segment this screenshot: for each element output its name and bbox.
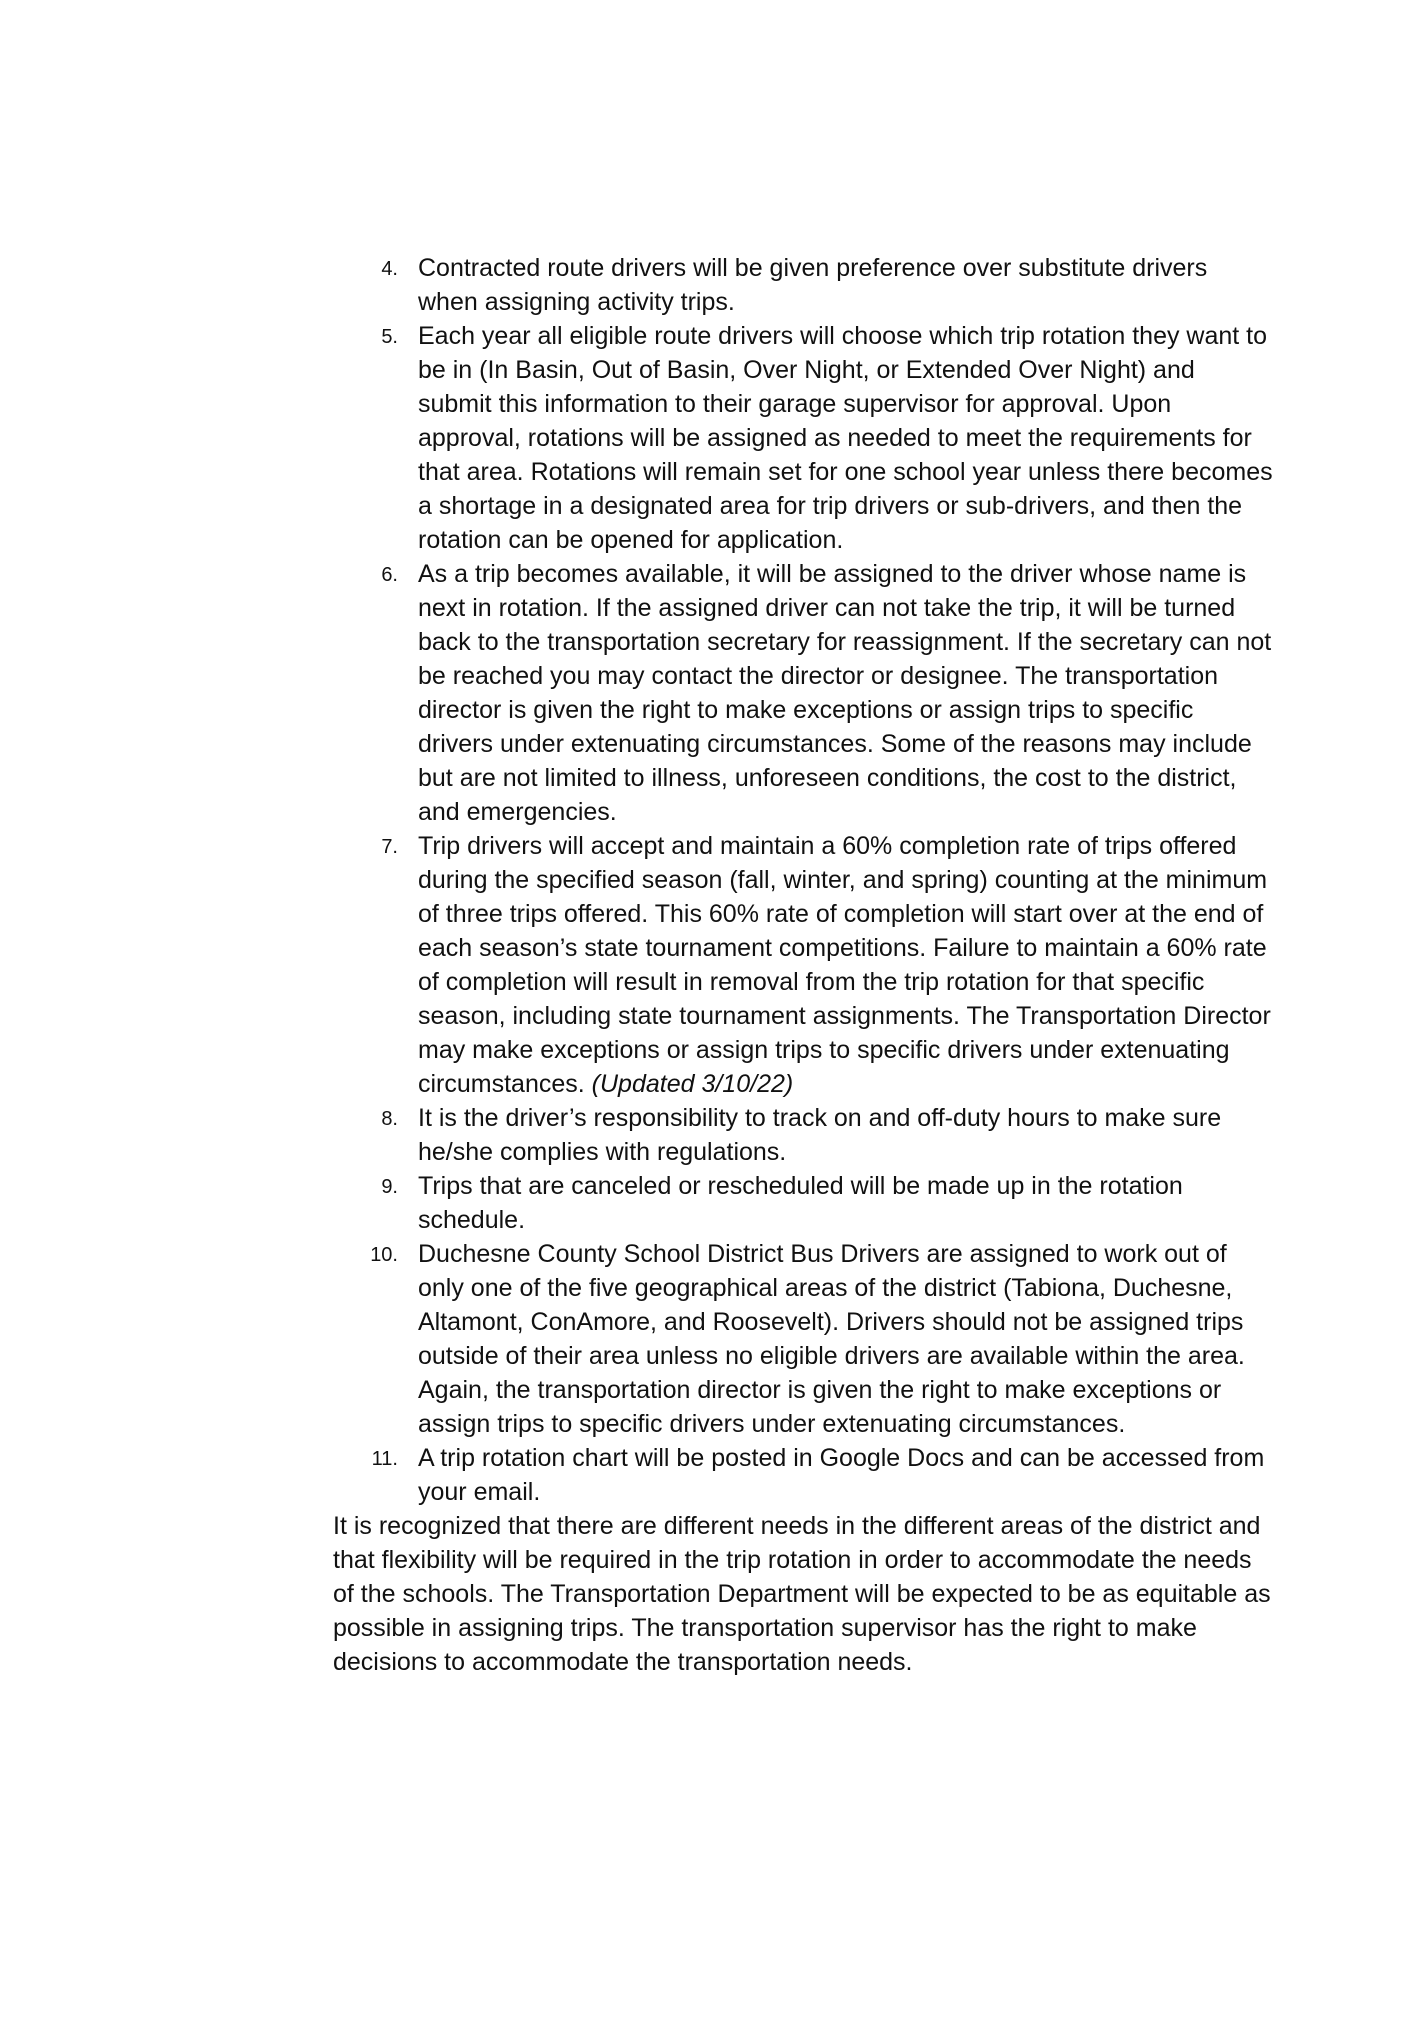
list-item-number: 8.: [381, 1108, 398, 1130]
list-item: [333, 1101, 1273, 1169]
list-item-text: It is the driver’s responsibility to track on and off-duty hours to make sure he/she complies with regulations.: [418, 1104, 1222, 1166]
list-item-number: 5.: [381, 326, 398, 348]
list-item-text: Each year all eligible route drivers will choose which trip rotation they want to be in (In Basin, Out of Basin, Over Night, or Extended Over Night) and submit this information to their garage supervisor for approval. Upon approval, rotations will be assigned as needed to meet the requirements for that area. Rotations will remain set for one school year unless there becomes a shortage in a designated area for trip drivers or sub-drivers, and then the rotation can be opened for application.: [418, 322, 1273, 554]
list-item: [333, 1237, 1273, 1441]
list-item-text: Trip drivers will accept and maintain a 60% completion rate of trips offered during the specified season (fall, winter, and spring) counting at the minimum of three trips offered. This 60% rate of completion will start over at the end of each season’s state tournament competitions. Failure to maintain a 60% rate of completion will result in removal from the trip rotation for that specific season, including state tournament assignments. The Transportation Director may make exceptions or assign trips to specific drivers under extenuating circumstances.: [418, 832, 1271, 1098]
list-item: [333, 251, 1273, 319]
document-body: [333, 251, 1273, 1679]
list-item: [333, 829, 1273, 1101]
list-item-number: 10.: [370, 1244, 398, 1266]
list-item-text-with-note: [418, 829, 1273, 1101]
list-item: [333, 1169, 1273, 1237]
list-item-text: Trips that are canceled or rescheduled will be made up in the rotation schedule.: [418, 1172, 1183, 1234]
list-item-number: 7.: [381, 836, 398, 858]
numbered-list: [333, 251, 1273, 1509]
list-item-text: Duchesne County School District Bus Drivers are assigned to work out of only one of the five geographical areas of the district (Tabiona, Duchesne, Altamont, ConAmore, and Roosevelt). Drivers should not be assigned trips outside of their area unless no eligible drivers are available within the area. Again, the transportation director is given the right to make exceptions or assign trips to specific drivers under extenuating circumstances.: [418, 1240, 1245, 1438]
list-item: [333, 1441, 1273, 1509]
list-item: [333, 319, 1273, 557]
list-item-number: 4.: [381, 258, 398, 280]
list-item-text: As a trip becomes available, it will be assigned to the driver whose name is next in rotation. If the assigned driver can not take the trip, it will be turned back to the transportation secretary for reassignment. If the secretary can not be reached you may contact the director or designee. The transportation director is given the right to make exceptions or assign trips to specific drivers under extenuating circumstances. Some of the reasons may include but are not limited to illness, unforeseen conditions, the cost to the district, and emergencies.: [418, 560, 1272, 826]
list-item-number: 11.: [371, 1448, 398, 1470]
closing-paragraph: It is recognized that there are different needs in the different areas of the district and that flexibility will be required in the trip rotation in order to accommodate the needs of the schools. The Transportation Department will be expected to be as equitable as possible in assigning trips. The transportation supervisor has the right to make decisions to accommodate the transportation needs.: [333, 1512, 1271, 1676]
list-item-text: A trip rotation chart will be posted in Google Docs and can be accessed from your email.: [418, 1444, 1265, 1506]
list-item-text: Contracted route drivers will be given preference over substitute drivers when assigning activity trips.: [418, 254, 1208, 316]
list-item-number: 9.: [381, 1176, 398, 1198]
update-note: (Updated 3/10/22): [591, 1070, 794, 1098]
list-item: [333, 557, 1273, 829]
list-item-number: 6.: [381, 564, 398, 586]
